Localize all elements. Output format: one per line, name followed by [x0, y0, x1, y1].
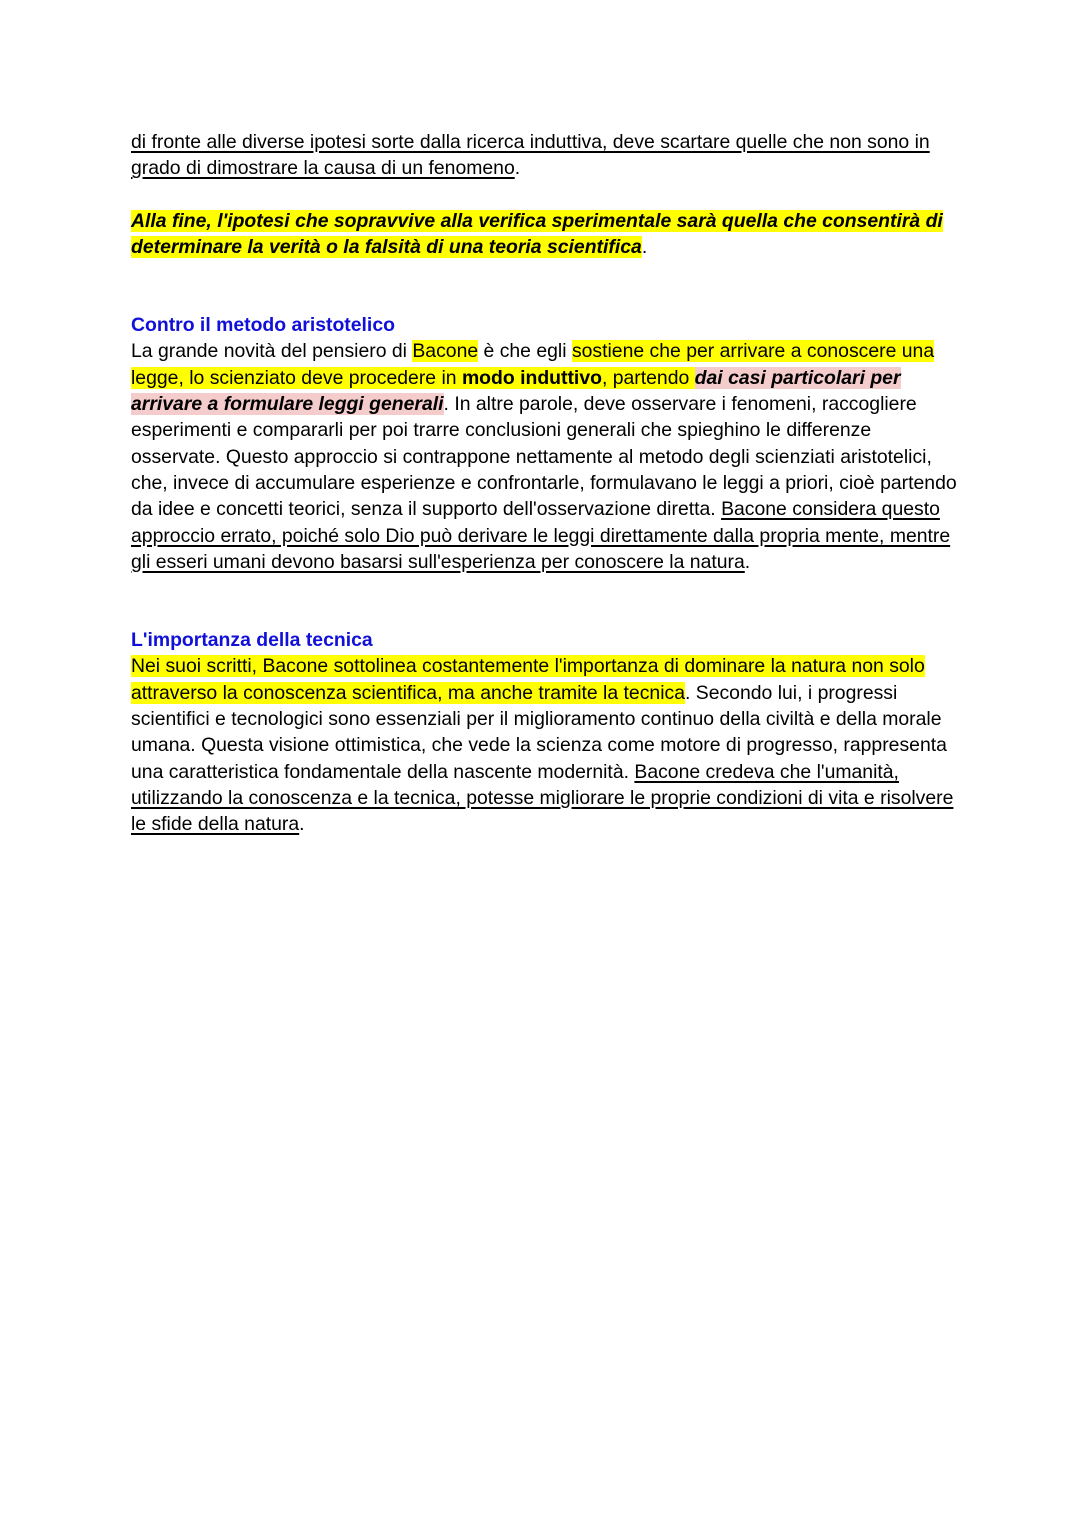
- section-heading-aristotelico: Contro il metodo aristotelico: [131, 314, 395, 337]
- underlined-bacone-credeva: Bacone credeva che l'umanità, utilizzando la conoscenza e la tecnica, potesse migliorare le proprie condizioni di vita e risolvere le sfide della natura: [131, 760, 954, 836]
- conclusion-highlighted-text: Alla fine, l'ipotesi che sopravvive alla verifica sperimentale sarà quella che consentirà di determinare la verità o la falsità di una teoria scientifica: [131, 209, 943, 258]
- intro-underlined-text: di fronte alle diverse ipotesi sorte dalla ricerca induttiva, deve scartare quelle che non sono in grado di dimostrare la causa di un fenomeno: [131, 131, 930, 180]
- text-run: sostiene che per arrivare a conoscere una legge, lo scienziato deve procedere in: [131, 340, 935, 389]
- spacer: [131, 575, 961, 627]
- highlight-nei-suoi-scritti: Nei suoi scritti, Bacone sottolinea costantemente l'importanza di dominare la natura non solo attraverso la conoscenza scientifica, ma anche tramite la tecnica: [131, 655, 925, 704]
- text-run: .: [299, 813, 305, 836]
- section-heading-tecnica: L'importanza della tecnica: [131, 629, 373, 652]
- document-page: [131, 129, 961, 838]
- pink-highlight-casi-particolari: dai casi particolari per arrivare a formulare leggi generali: [131, 366, 901, 416]
- conclusion-paragraph: [131, 208, 961, 261]
- section-body-aristotelico: [131, 338, 961, 575]
- text-run: La grande novità del pensiero di: [131, 340, 413, 363]
- text-run: . Secondo lui, i progressi scientifici e tecnologici sono essenziali per il miglioramento continuo della civiltà e della morale umana. Questa visione ottimistica, che vede la scienza come motore di progresso, rappresenta una caratteristica fondamentale della nascente modernità.: [131, 681, 947, 783]
- intro-paragraph: [131, 129, 961, 182]
- section-body-tecnica: [131, 653, 961, 837]
- text-run: è che egli: [478, 340, 572, 363]
- spacer: [131, 182, 961, 208]
- bold-modo-induttivo: modo induttivo: [461, 366, 602, 389]
- underlined-bacone-considera: Bacone considera questo approccio errato, poiché solo Dio può derivare le leggi direttamente dalla propria mente, mentre gli esseri umani devono basarsi sull'esperienza per conoscere la natura: [131, 498, 951, 573]
- text-run: , partendo: [601, 366, 695, 389]
- highlight-bacone: Bacone: [412, 340, 479, 363]
- text-run: .: [744, 550, 751, 573]
- intro-period: .: [514, 157, 521, 180]
- spacer: [131, 260, 961, 312]
- text-run: . In altre parole, deve osservare i fenomeni, raccogliere esperimenti e compararli per poi trarre conclusioni generali che spieghino le differenze osservate. Questo approccio si contrappone nettamente al metodo degli scienziati aristotelici, che, invece di accumulare esperienze e confrontarle, formulavano le leggi a priori, cioè partendo da idee e concetti teorici, senza il supporto dell'osservazione diretta.: [131, 393, 957, 521]
- conclusion-period: .: [641, 235, 648, 258]
